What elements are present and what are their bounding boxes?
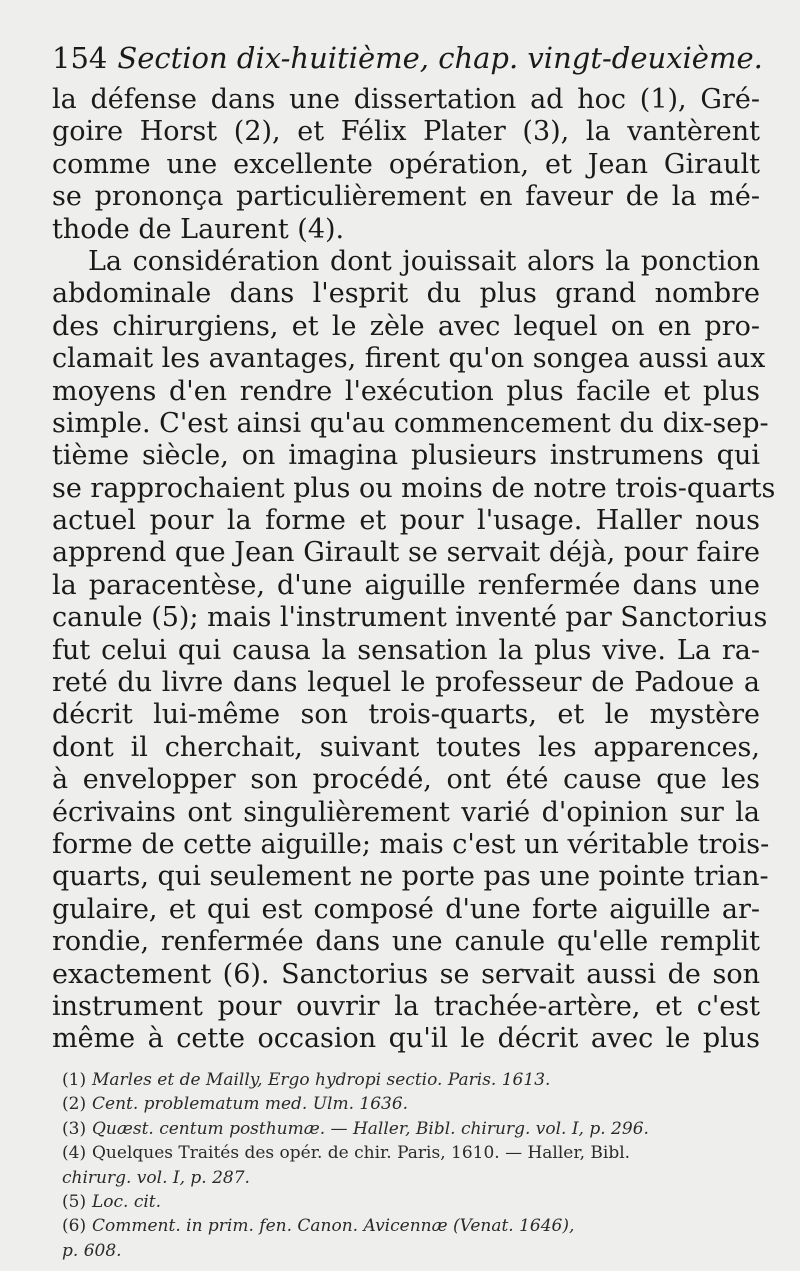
footnote-continuation (62, 1239, 772, 1263)
text-line: simple. C'est ainsi qu'au commencement du dix-sep- (52, 407, 769, 439)
text-line: des chirurgiens, et le zèle avec lequel on en pro- (52, 310, 760, 342)
text-line: comme une excellente opération, et Jean Girault (52, 148, 760, 180)
footnotes (62, 1068, 772, 1263)
text-line: se prononça particulièrement en faveur de la mé- (52, 181, 760, 213)
text-line: La considération dont jouissait alors la ponction (88, 245, 760, 277)
main-text (52, 84, 776, 1056)
page-number: 154 (52, 41, 108, 75)
footnote-number: (3) (62, 1118, 87, 1139)
text-line: thode de Laurent (4). (52, 213, 345, 245)
text-line: quarts, qui seulement ne porte pas une pointe trian- (52, 861, 769, 893)
footnote (62, 1214, 772, 1238)
text-line: instrument pour ouvrir la trachée-artère, et c'est (52, 990, 760, 1022)
text-line: gulaire, et qui est composé d'une forte aiguille ar- (52, 893, 760, 925)
footnote-text: Loc. cit. (92, 1191, 162, 1212)
footnote-text: Marles et de Mailly, Ergo hydropi sectio. Paris. 1613. (92, 1070, 551, 1090)
running-header (52, 40, 763, 76)
text-line: écrivains ont singulièrement varié d'opinion sur la (52, 796, 760, 828)
text-line: goire Horst (2), et Félix Plater (3), la vantèrent (52, 116, 760, 148)
text-line: la paracentèse, d'une aiguille renfermée dans une (52, 569, 760, 601)
footnote (62, 1141, 772, 1165)
footnote-text: Quelques Traités des opér. de chir. Paris, 1610. — Haller, Bibl. (92, 1143, 631, 1164)
footnote-number: (1) (62, 1070, 87, 1090)
text-line: fut celui qui causa la sensation la plus vive. La ra- (52, 634, 760, 666)
text-line: moyens d'en rendre l'exécution plus facile et plus (52, 375, 760, 407)
text-line: apprend que Jean Girault se servait déjà, pour faire (52, 537, 760, 569)
text-line: à envelopper son procédé, ont été cause que les (52, 764, 760, 796)
text-line: tième siècle, on imagina plusieurs instrumens qui (52, 440, 760, 472)
footnote (62, 1117, 772, 1141)
text-line: même à cette occasion qu'il le décrit avec le plus (52, 1023, 760, 1055)
footnote-number: (6) (62, 1216, 87, 1237)
footnote-text: p. 608. (62, 1240, 122, 1261)
footnote-text: chirurg. vol. I, p. 287. (62, 1167, 250, 1188)
text-line: abdominale dans l'esprit du plus grand nombre (52, 278, 760, 310)
running-title: Section dix-huitième, chap. vingt-deuxième. (117, 41, 763, 75)
text-line: décrit lui-même son trois-quarts, et le mystère (52, 699, 760, 731)
text-line: la défense dans une dissertation ad hoc (1), Gré- (52, 84, 760, 115)
footnote-text: Cent. problematum med. Ulm. 1636. (92, 1094, 409, 1115)
text-line: rondie, renfermée dans une canule qu'elle remplit (52, 926, 760, 958)
footnote (62, 1068, 772, 1092)
text-line: forme de cette aiguille; mais c'est un véritable trois- (52, 828, 770, 860)
footnote (62, 1092, 772, 1116)
footnote-number: (2) (62, 1094, 87, 1115)
text-line: canule (5); mais l'instrument inventé par Sanctorius (52, 602, 768, 634)
footnote-continuation (62, 1166, 772, 1190)
footnote-text: Quæst. centum posthumæ. — Haller, Bibl. chirurg. vol. I, p. 296. (92, 1118, 649, 1139)
footnote-number: (4) (62, 1143, 87, 1164)
footnote-text: Comment. in prim. fen. Canon. Avicennæ (Venat. 1646), (92, 1216, 575, 1237)
footnote (62, 1190, 772, 1214)
text-line: se rapprochaient plus ou moins de notre trois-quarts (52, 472, 776, 504)
text-line: clamait les avantages, firent qu'on songea aussi aux (52, 343, 766, 375)
text-line: dont il cherchait, suivant toutes les apparences, (52, 731, 760, 763)
footnote-number: (5) (62, 1191, 87, 1212)
text-line: exactement (6). Sanctorius se servait aussi de son (52, 958, 760, 990)
text-line: actuel pour la forme et pour l'usage. Haller nous (52, 505, 760, 537)
text-line: reté du livre dans lequel le professeur de Padoue a (52, 667, 760, 699)
